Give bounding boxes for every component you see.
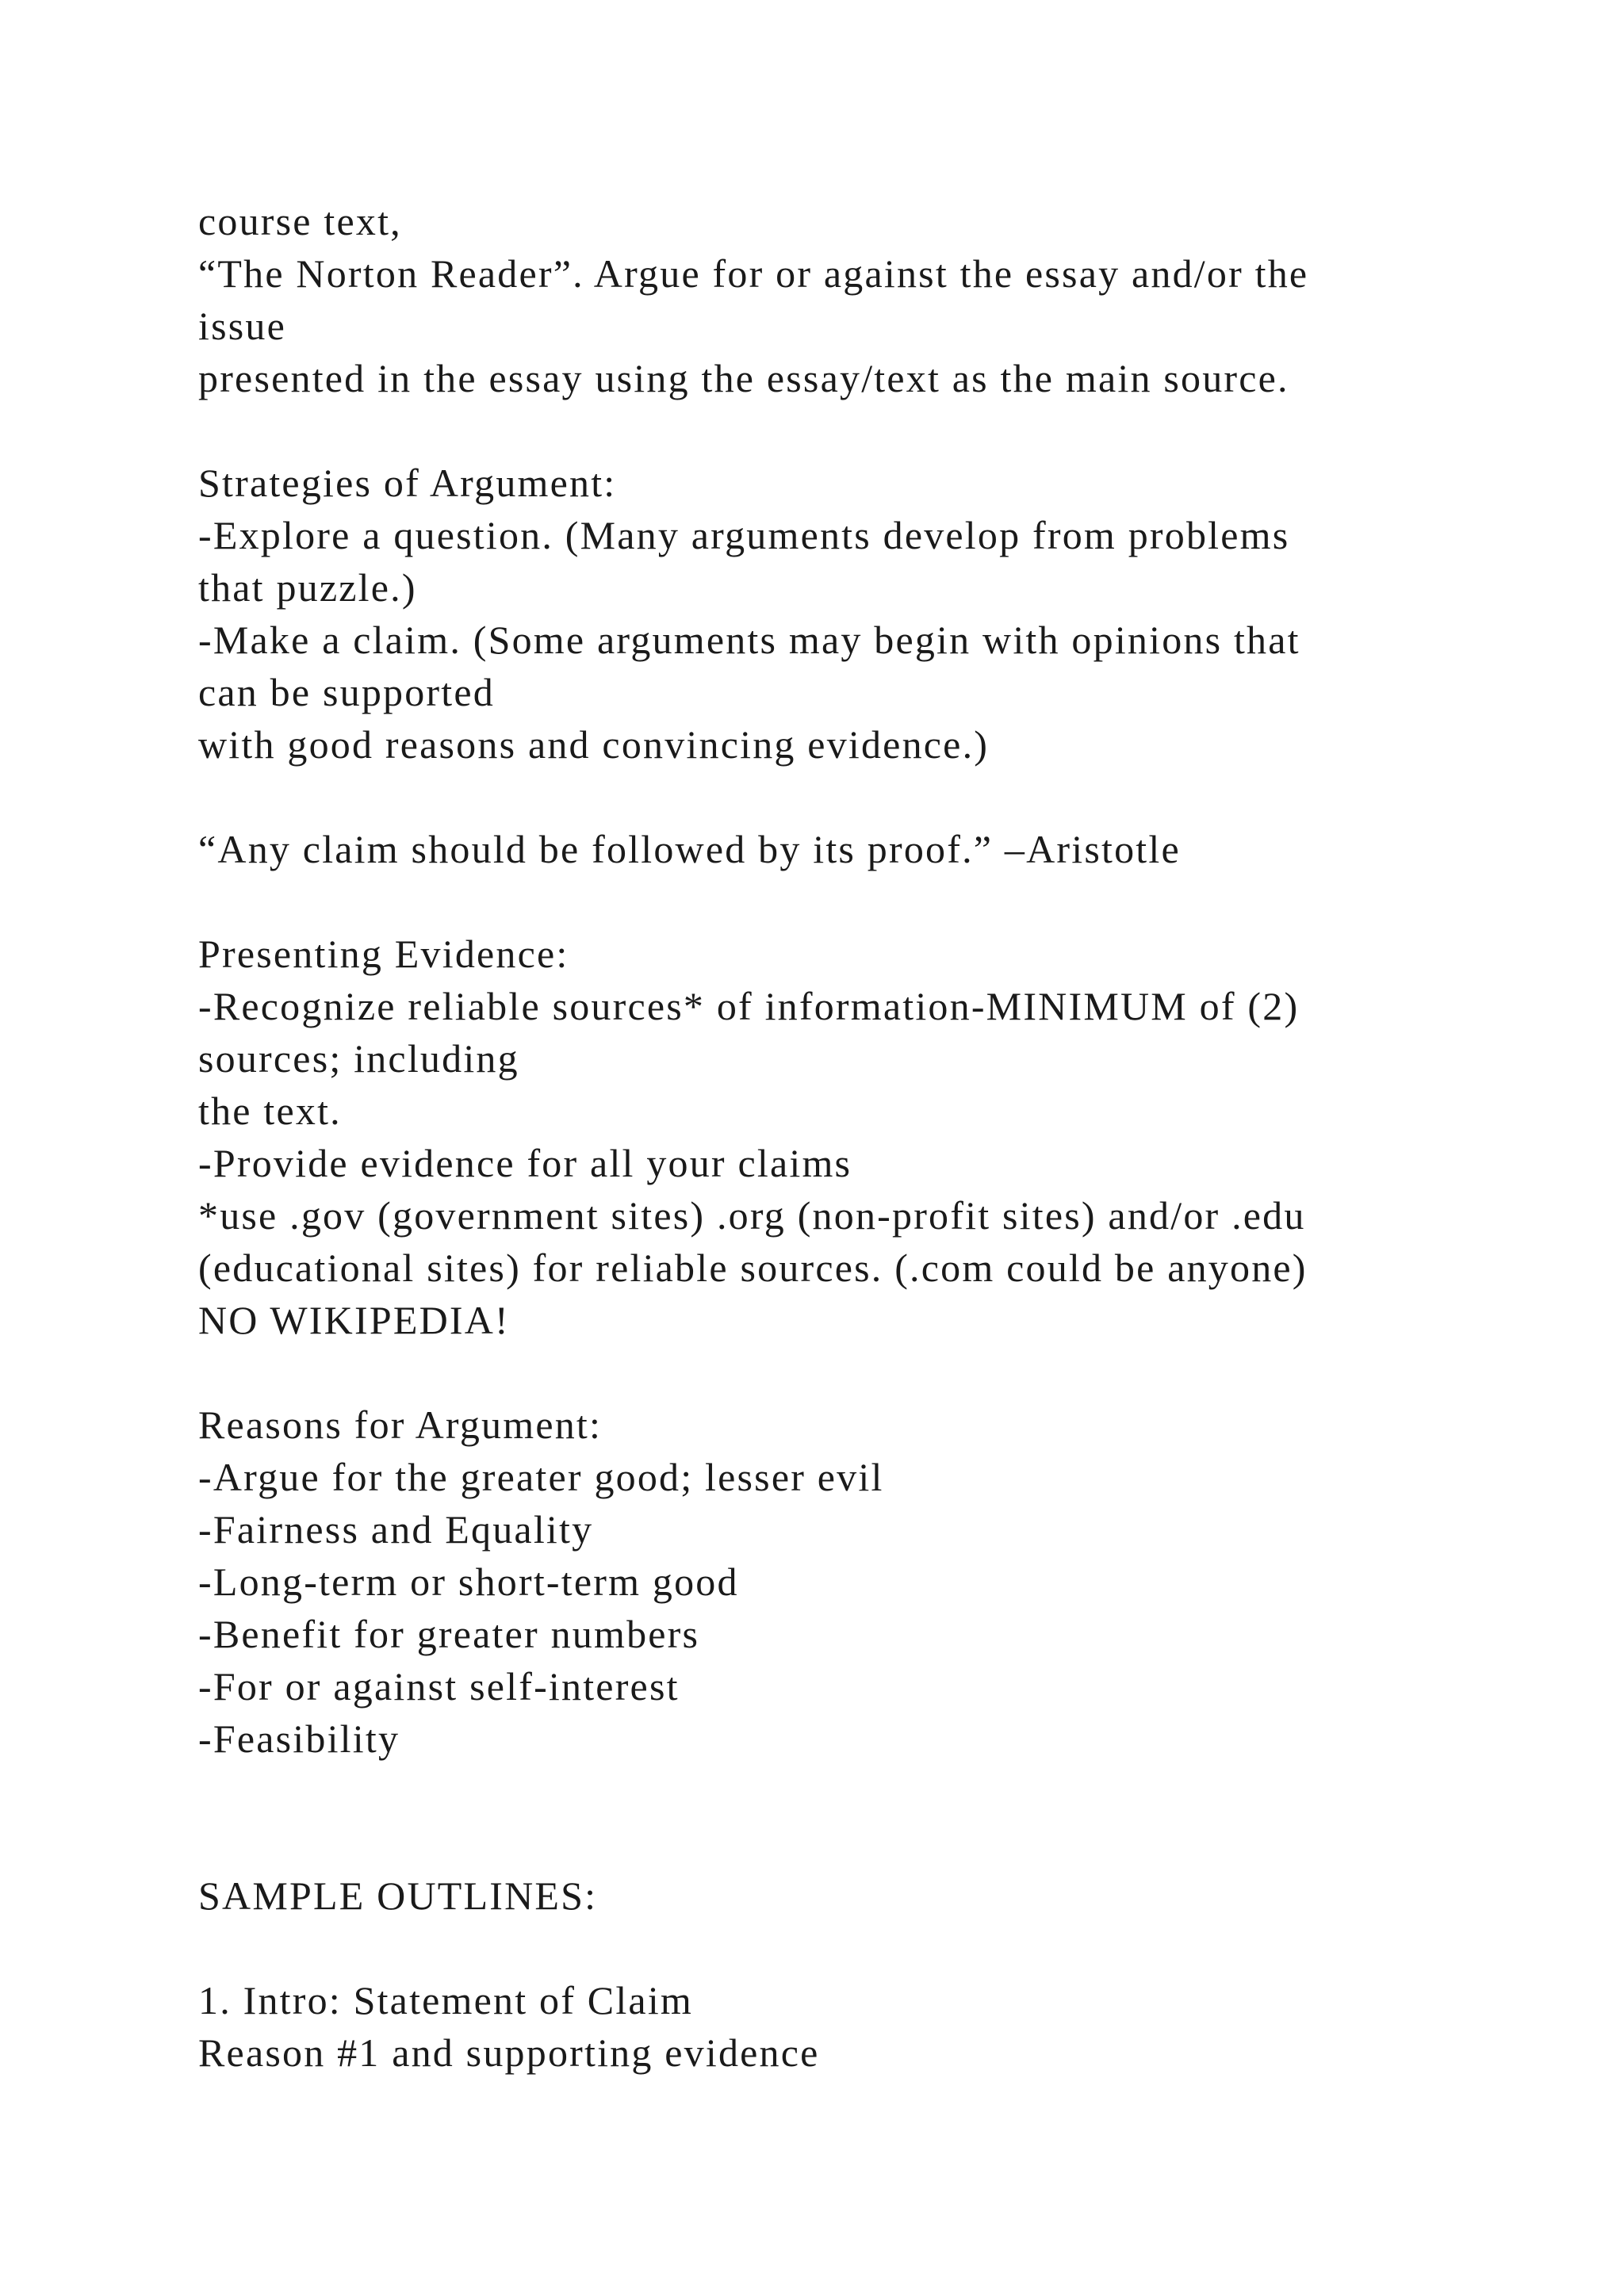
reasons-heading: Reasons for Argument:	[198, 1402, 603, 1447]
outline-line: 1. Intro: Statement of Claim	[198, 1978, 694, 2022]
strategies-line: -Make a claim. (Some arguments may begin with opinions that	[198, 618, 1300, 662]
evidence-line: -Provide evidence for all your claims	[198, 1141, 852, 1185]
outline-line: Reason #1 and supporting evidence	[198, 2030, 820, 2075]
aristotle-quote: “Any claim should be followed by its proof.” –Aristotle	[198, 827, 1181, 871]
evidence-line: the text.	[198, 1089, 342, 1133]
evidence-line: NO WIKIPEDIA!	[198, 1298, 510, 1342]
blank-line	[198, 404, 1546, 457]
evidence-line: sources; including	[198, 1036, 519, 1081]
document-body	[198, 195, 1546, 2079]
evidence-line: -Recognize reliable sources* of information-MINIMUM of (2)	[198, 984, 1300, 1028]
evidence-line: *use .gov (government sites) .org (non-profit sites) and/or .edu	[198, 1193, 1306, 1238]
intro-line: course text,	[198, 199, 402, 243]
reasons-line: -Feasibility	[198, 1716, 400, 1761]
blank-line	[198, 1346, 1546, 1399]
strategies-heading: Strategies of Argument:	[198, 461, 617, 505]
evidence-line: (educational sites) for reliable sources. (.com could be anyone)	[198, 1246, 1308, 1290]
reasons-line: -For or against self-interest	[198, 1664, 680, 1709]
reasons-line: -Fairness and Equality	[198, 1507, 594, 1552]
strategies-line: -Explore a question. (Many arguments develop from problems	[198, 513, 1290, 557]
blank-line	[198, 1922, 1546, 1974]
strategies-line: can be supported	[198, 670, 495, 714]
intro-line: issue	[198, 304, 286, 348]
strategies-line: with good reasons and convincing evidence.)	[198, 722, 990, 767]
reasons-line: -Argue for the greater good; lesser evil	[198, 1455, 884, 1499]
intro-line: presented in the essay using the essay/text as the main source.	[198, 356, 1289, 400]
intro-line: “The Norton Reader”. Argue for or against the essay and/or the	[198, 251, 1309, 296]
reasons-line: -Benefit for greater numbers	[198, 1612, 700, 1656]
blank-line	[198, 1765, 1546, 1869]
evidence-heading: Presenting Evidence:	[198, 932, 569, 976]
strategies-line: that puzzle.)	[198, 565, 417, 610]
blank-line	[198, 771, 1546, 823]
outlines-heading: SAMPLE OUTLINES:	[198, 1873, 598, 1918]
blank-line	[198, 875, 1546, 928]
reasons-line: -Long-term or short-term good	[198, 1559, 739, 1604]
